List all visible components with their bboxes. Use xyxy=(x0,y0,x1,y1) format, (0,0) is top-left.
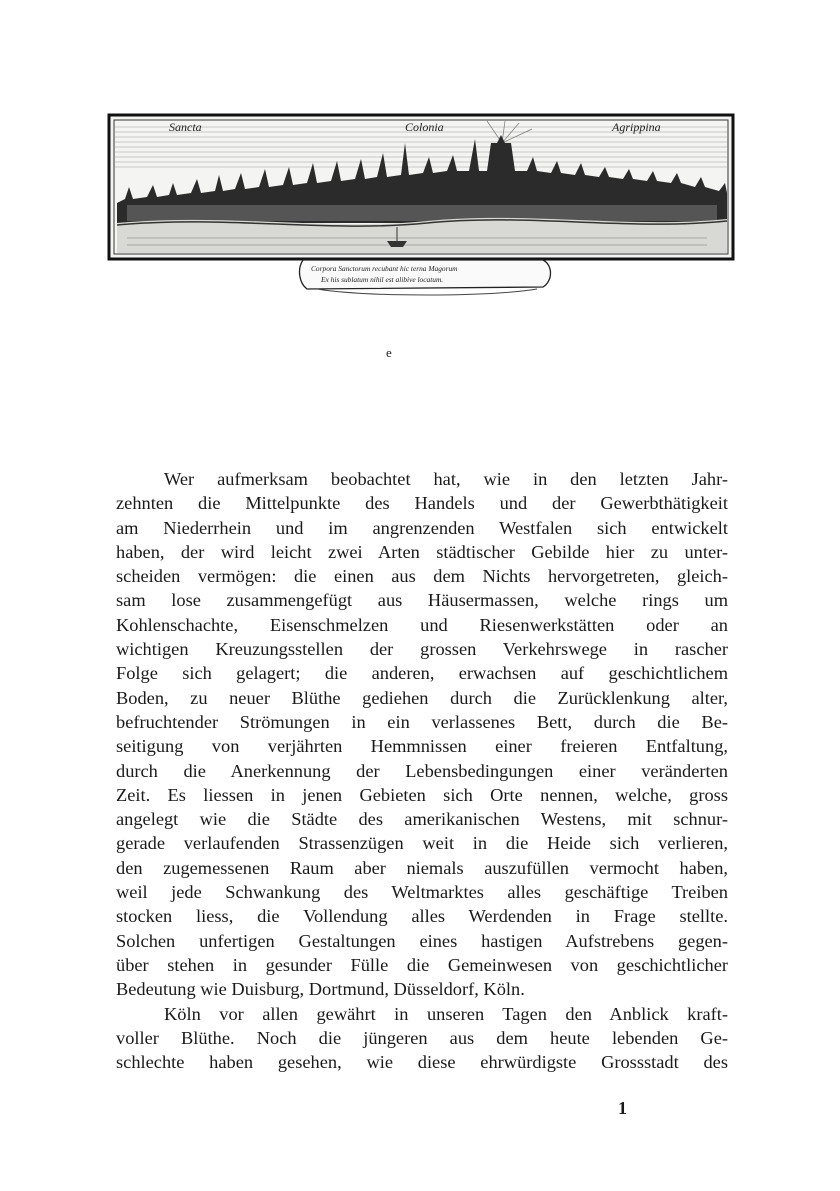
text-line: gerade verlaufenden Strassenzügen weit in die Heide sich verlieren, xyxy=(116,833,728,854)
text-line: Solchen unfertigen Gestaltungen eines hastigen Aufstrebens gegen- xyxy=(116,930,728,951)
text-line: über stehen in gesunder Fülle die Gemeinwesen von geschichtlicher xyxy=(116,954,728,975)
text-line: Folge sich gelagert; die anderen, erwachsen auf geschichtlichem xyxy=(116,663,728,684)
text-line: weil jede Schwankung des Weltmarktes alles geschäftige Treiben xyxy=(116,882,728,903)
city-panorama-engraving xyxy=(107,113,735,303)
text-line: Zeit. Es liessen in jenen Gebieten sich Orte nennen, welche, gross xyxy=(116,784,728,805)
text-line: Bedeutung wie Duisburg, Dortmund, Düsseldorf, Köln. xyxy=(116,979,525,1000)
text-line: Wer aufmerksam beobachtet hat, wie in den letzten Jahr- xyxy=(164,469,728,489)
text-line: Boden, zu neuer Blüthe gediehen durch die Zurücklenkung alter, xyxy=(116,687,728,708)
text-line: scheiden vermögen: die einen aus dem Nichts hervorgetreten, gleich- xyxy=(116,566,728,587)
text-line: wichtigen Kreuzungsstellen der grossen Verkehrswege in rascher xyxy=(116,639,728,660)
page-number: 1 xyxy=(618,1098,627,1118)
text-line: schlechte haben gesehen, wie diese ehrwürdigste Grossstadt des xyxy=(116,1052,728,1073)
text-line: Köln vor allen gewährt in unseren Tagen den Anblick kraft- xyxy=(164,1003,728,1024)
caption-line-1: Corpora Sanctorum recubant hic terna Magorum xyxy=(311,264,458,273)
text-line: stocken liess, die Vollendung alles Werdenden in Frage stellte. xyxy=(116,906,728,927)
title-word-3: Agrippina xyxy=(612,120,661,134)
title-word-1: Sancta xyxy=(169,120,202,134)
text-line: Kohlenschachte, Eisenschmelzen und Riesenwerkstätten oder an xyxy=(116,614,728,635)
text-line: seitigung von verjährten Hemmnissen einer freieren Entfaltung, xyxy=(116,736,728,757)
text-line: befruchtender Strömungen in ein verlassenes Bett, durch die Be- xyxy=(116,711,728,732)
text-line: durch die Anerkennung der Lebensbedingungen einer veränderten xyxy=(116,760,728,781)
text-line: am Niederrhein und im angrenzenden Westfalen sich entwickelt xyxy=(116,517,728,538)
text-line: angelegt wie die Städte des amerikanischen Westens, mit schnur- xyxy=(116,809,728,830)
text-line: sam lose zusammengefügt aus Häusermassen, welche rings um xyxy=(116,590,728,611)
text-line: zehnten die Mittelpunkte des Handels und der Gewerbthätigkeit xyxy=(116,493,728,514)
text-line: haben, der wird leicht zwei Arten städtischer Gebilde hier zu unter- xyxy=(116,541,728,562)
title-word-2: Colonia xyxy=(405,120,444,134)
caption-line-2: Ex his sublatum nihil est alibive locatum. xyxy=(321,275,444,284)
text-line: den zugemessenen Raum aber niemals auszufüllen vermocht haben, xyxy=(116,857,728,878)
body-text xyxy=(116,467,728,1074)
stray-mark: e xyxy=(386,345,392,360)
text-line: voller Blüthe. Noch die jüngeren aus dem heute lebenden Ge- xyxy=(116,1027,728,1048)
